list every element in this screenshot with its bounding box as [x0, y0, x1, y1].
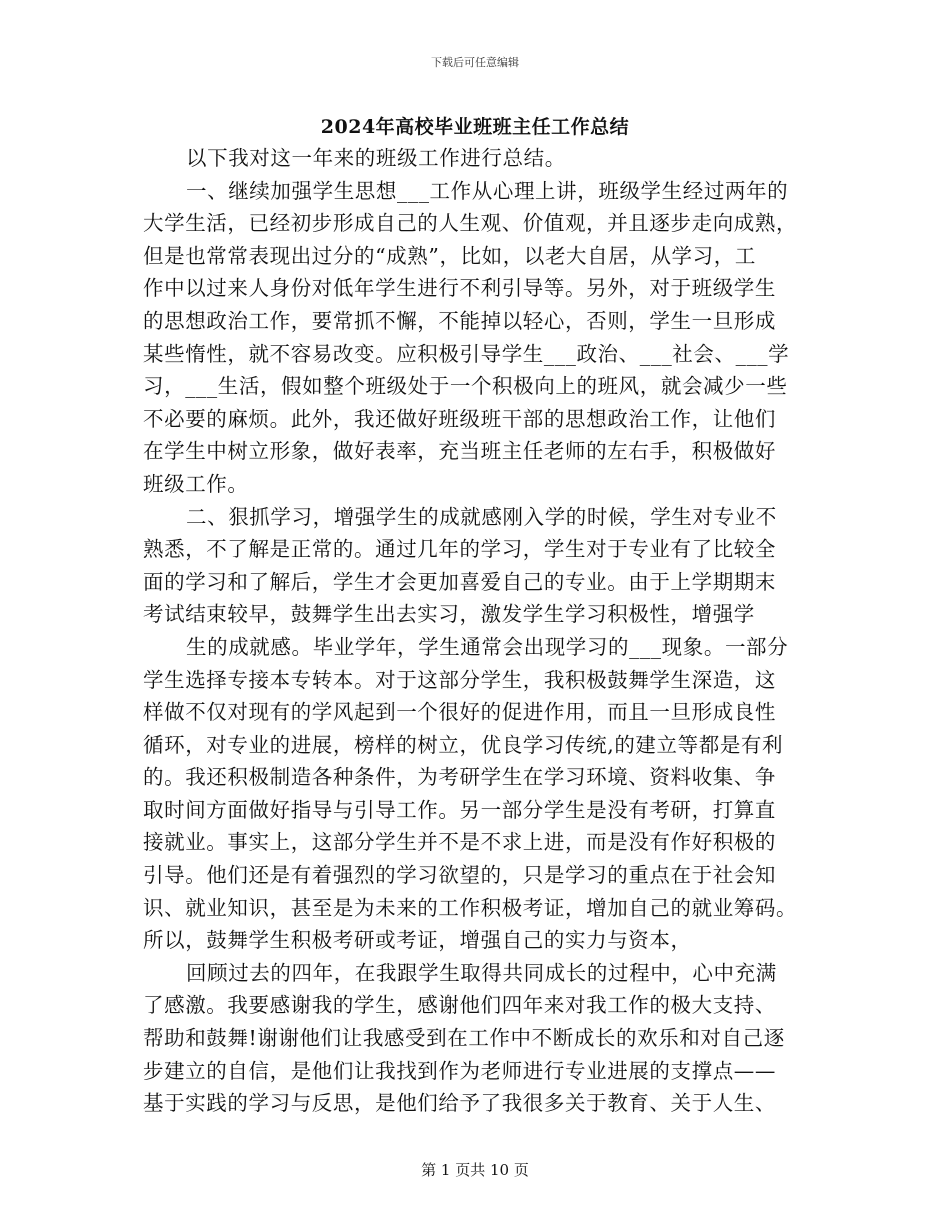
- text-line: 步建立的自信，是他们让我找到作为老师进行专业进展的支撑点——: [143, 1058, 776, 1083]
- document-body: [143, 142, 807, 1120]
- text-line: 接就业。事实上，这部分学生并不是不求上进，而是没有作好积极的: [143, 830, 776, 855]
- document-title: 2024年高校毕业班班主任工作总结: [320, 116, 630, 138]
- text-line: 生的成就感。毕业学年，学生通常会出现学习的___现象。一部分: [186, 634, 789, 659]
- text-line: 熟悉，不了解是正常的。通过几年的学习，学生对于专业有了比较全: [143, 537, 776, 562]
- text-line: 取时间方面做好指导与引导工作。另一部分学生是没有考研，打算直: [143, 797, 776, 822]
- text-line: 识、就业知识，甚至是为未来的工作积极考证，增加自己的就业筹码。: [143, 895, 798, 920]
- text-line: 样做不仅对现有的学风起到一个很好的促进作用，而且一旦形成良性: [143, 700, 776, 725]
- download-note: 下载后可任意编辑: [431, 56, 519, 69]
- text-line: 大学生活，已经初步形成自己的人生观、价值观，并且逐步走向成熟，: [143, 211, 798, 236]
- text-line: 引导。他们还是有着强烈的学习欲望的，只是学习的重点在于社会知: [143, 863, 776, 888]
- text-line: 习，___生活，假如整个班级处于一个积极向上的班风，就会减少一些: [143, 374, 788, 399]
- text-line: 帮助和鼓舞!谢谢他们让我感受到在工作中不断成长的欢乐和对自己逐: [143, 1026, 785, 1051]
- text-line: 的思想政治工作，要常抓不懈，不能掉以轻心，否则，学生一旦形成: [143, 308, 776, 333]
- text-line: 以下我对这一年来的班级工作进行总结。: [186, 146, 566, 170]
- page-number: 第 1 页共 10 页: [421, 1161, 529, 1179]
- text-line: 某些惰性，就不容易改变。应积极引导学生___政治、___社会、___学: [143, 341, 790, 366]
- text-line: 面的学习和了解后，学生才会更加喜爱自己的专业。由于上学期期末: [143, 569, 776, 594]
- text-line: 但是也常常表现出过分的“成熟”，比如，以老大自居，从学习，工: [143, 243, 756, 268]
- text-line: 作中以过来人身份对低年学生进行不利引导等。另外，对于班级学生: [143, 276, 776, 301]
- text-line: 学生选择专接本专转本。对于这部分学生，我积极鼓舞学生深造，这: [143, 667, 776, 692]
- text-line: 二、狠抓学习，增强学生的成就感刚入学的时候，学生对专业不: [186, 504, 777, 529]
- text-line: 班级工作。: [143, 471, 249, 496]
- text-line: 所以，鼓舞学生积极考研或考证，增强自己的实力与资本，: [143, 928, 692, 953]
- text-line: 循环，对专业的进展，榜样的树立，优良学习传统,的建立等都是有利: [143, 732, 784, 757]
- text-line: 回顾过去的四年，在我跟学生取得共同成长的过程中，心中充满: [186, 960, 777, 985]
- text-line: 在学生中树立形象，做好表率，充当班主任老师的左右手，积极做好: [143, 439, 776, 464]
- text-line: 了感激。我要感谢我的学生，感谢他们四年来对我工作的极大支持、: [143, 993, 776, 1018]
- text-line: 的。我还积极制造各种条件，为考研学生在学习环境、资料收集、争: [143, 765, 776, 790]
- text-line: 考试结束较早，鼓舞学生出去实习，激发学生学习积极性，增强学: [143, 602, 755, 627]
- text-line: 一、继续加强学生思想___工作从心理上讲，班级学生经过两年的: [186, 178, 789, 203]
- text-line: 基于实践的学习与反思，是他们给予了我很多关于教育、关于人生、: [143, 1091, 776, 1116]
- text-line: 不必要的麻烦。此外，我还做好班级班干部的思想政治工作，让他们: [143, 406, 776, 431]
